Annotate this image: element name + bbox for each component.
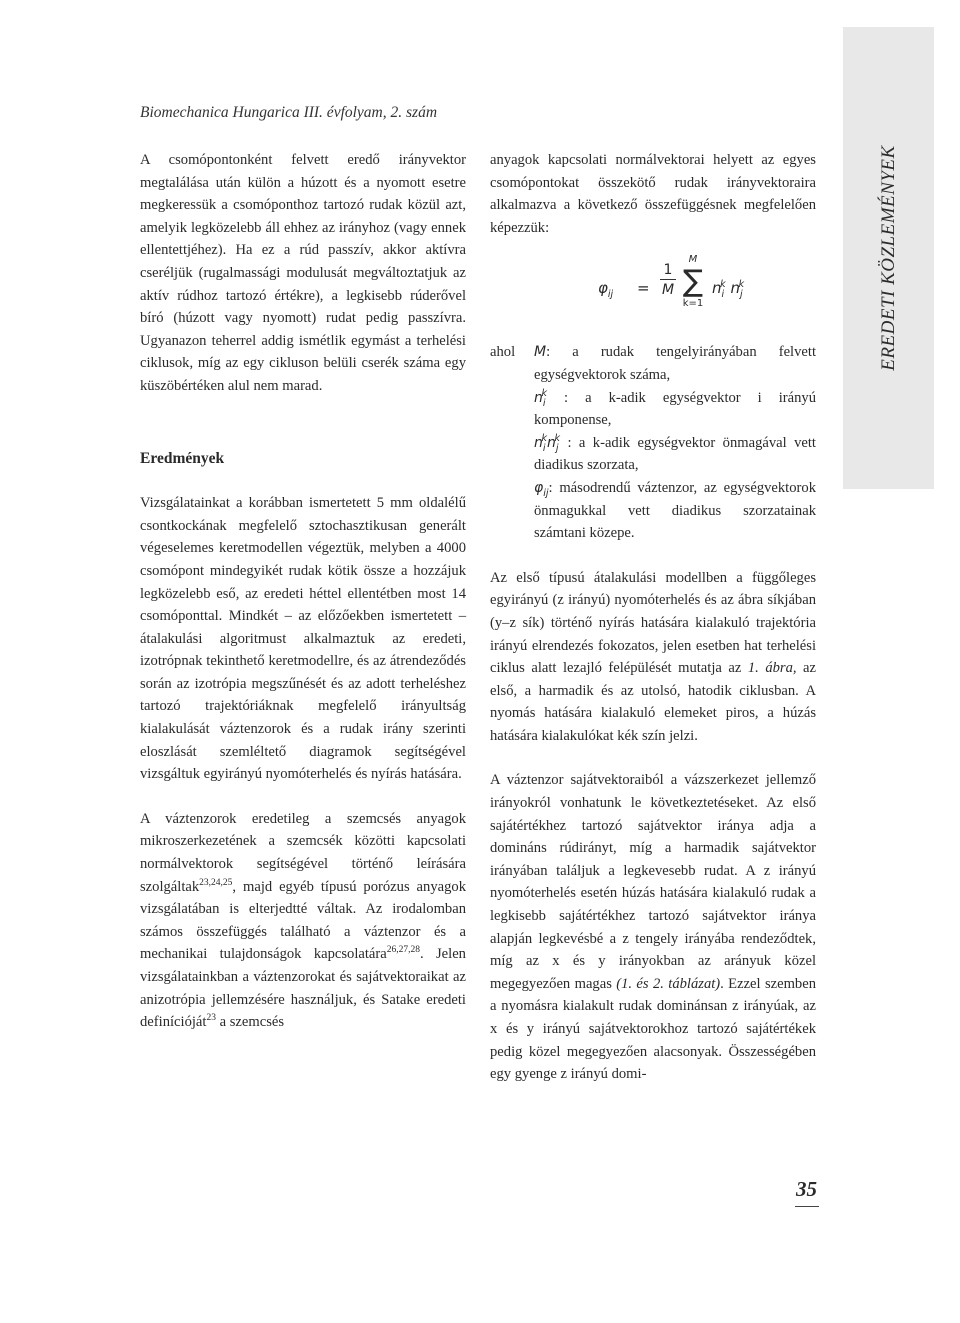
section-side-tab bbox=[843, 27, 934, 489]
citation-ref: 23,24,25 bbox=[199, 877, 233, 888]
paragraph-formula-intro: anyagok kapcsolati normálvektorai helyett az egyes csomópontokat összekötő rudak irányvektoraira alkalmazva a következő összefüggésnek megfelelően képezzük: bbox=[490, 152, 816, 236]
formula-summation: M ∑ k=1 bbox=[682, 254, 704, 310]
fabric-tensor-formula bbox=[490, 247, 816, 331]
paragraph-eigenvectors: A váztenzor sajátvektoraiból a vázszerkezet jellemző irányokról vonhatunk le következtetéseket. Az első sajátértékhez tartozó sajátvektor iránya adja a domináns rúdirányt, míg a harmadik sajátvektor irányában találjuk a legkevesebb rudat. A z irányú nyomóterhelés esetén húzás hatására kialakuló rudak a legkisebb sajátértékhez tartozó sajátvektor iránya alapján legkevésbé a z tengely irányába rendeződtek, míg az x és y irányokban az arányuk közel megegyezően magas (1. és 2. táblázat). Ezzel szemben a nyomásra kialakult rudak dominánsan z irányúak, az x és y irányú sajátvektorokhoz tartozó sajátértékek pedig közel megegyezően alacsonyak. Összességében egy gyenge z irányú domi- bbox=[490, 772, 816, 1083]
formula-fraction: $\frac{1}{M}$ bbox=[661, 262, 675, 299]
page-number-rule bbox=[795, 1206, 819, 1207]
definition-dyadic: $n_i^kn_j^k$ : a k-adik egységvektor önmagával vett diadikus szorzata, bbox=[534, 433, 816, 474]
page-number: 35 bbox=[796, 1177, 817, 1201]
right-column bbox=[490, 149, 816, 1108]
table-ref: (1. és 2. táblázat) bbox=[616, 975, 721, 992]
left-column bbox=[140, 149, 466, 1056]
citation-ref: 23 bbox=[206, 1013, 216, 1024]
formula-equals: = bbox=[637, 279, 650, 298]
symbol-definitions bbox=[490, 341, 816, 544]
formula-lhs: $\varphi_{ij}$ bbox=[598, 279, 614, 301]
paragraph-algorithm: A csomópontonként felvett eredő irányvektor megtalálása után külön a húzott és a nyomott esetre megkeressük a csomóponthoz tartozó rudak közül azt, amelyik legközelebb áll ehhez az irányhoz (vagy ennek ellentettjéhez). Ha ez a rúd passzív, akkor aktívra cseréljük (rugalmassági modulusát megváltoztatjuk az aktív rúdhoz tartozó értékre), a legkisebb rúderővel bíró (húzott vagy nyomott) rudat pedig passzívra. Ugyanazon teherrel addig ismétlik egymást a terhelési ciklusok, míg az egy cikluson belüli cserék száma egy küszöbértéken alul nem marad. bbox=[140, 152, 466, 394]
paragraph-results: Vizsgálatainkat a korábban ismertetett 5 mm oldalélű csontkockának megfelelő sztochasztikusan generált végeselemes keretmodellen végeztük, melyben a 4000 csomópont mindegyikét rudak kötik össze a hozzájuk legközelebb eső, az eredeti héttel ellentétben most 14 csomóponttal. Mindkét – az előzőekben ismertetett – átalakulási algoritmust alkalmaztuk az eredeti, izotrópnak tekinthető keretmodellre, és az átrendeződés során az izotrópia megszűnését és az adott terheléshez tartozó trajektóriáknak megfelelő irányultság kialakulását váztenzorok és a rudak irány szerinti eloszlását szemléltető diagramok segítségével vizsgáltuk egyirányú nyomóterhelés és nyírás hatására. bbox=[140, 495, 466, 783]
paragraph-fabric-tensor: A váztenzorok eredetileg a szemcsés anyagok mikroszerkezetének a szemcsék közötti kapcsolati normálvektorok segítségével történő leírására szolgáltak$^{23,24,25}$, majd egyéb típusú porózus anyagok vizsgálatában is elterjedtté váltak. Az irodalomban számos összefüggés található a váztenzor és a mechanikai tulajdonságok kapcsolatára$^{26,27,28}$. Jelen vizsgálatainkban a váztenzorokat és sajátvektoraikat az anizotrópia jellemzésére használjuk, és Satake eredeti definícióját$^{23}$ a szemcsés bbox=[140, 810, 466, 1031]
definition-nik: $n_i^k$ : a k-adik egységvektor i irányú komponense, bbox=[534, 387, 816, 429]
definition-phi: $\varphi_{ij}$: másodrendű váztenzor, az egységvektorok önmagukkal vett diadikus szorzatainak számtani közepe. bbox=[534, 479, 816, 542]
figure-ref: 1. ábra, bbox=[747, 660, 797, 677]
side-tab-label: EREDETI KÖZLEMÉNYEK bbox=[877, 145, 899, 371]
running-header: Biomechanica Hungarica III. évfolyam, 2. szám bbox=[140, 104, 438, 121]
citation-ref: 26,27,28 bbox=[386, 945, 420, 956]
definition-m: ahol M: a rudak tengelyirányában felvett egységvektorok száma, bbox=[490, 344, 816, 383]
section-title-results: Eredmények bbox=[140, 449, 225, 467]
formula-terms: $n_i^k$ $n_j^k$ bbox=[712, 279, 745, 301]
paragraph-first-model: Az első típusú átalakulási modellben a függőleges egyirányú (z irányú) nyomóterhelés és az ábra síkjában (y–z sík) történő nyírás hatására kialakuló trajektória irányú elrendezés fokozatos, jelen esetben hat terhelési ciklus alatt lezajló felépülését mutatja az 1. ábra, az első, a harmadik és az utolsó, hatodik ciklusban. A nyomás hatására kialakuló elemeket piros, a húzás hatására kialakulókat kék szín jelzi. bbox=[490, 569, 816, 744]
